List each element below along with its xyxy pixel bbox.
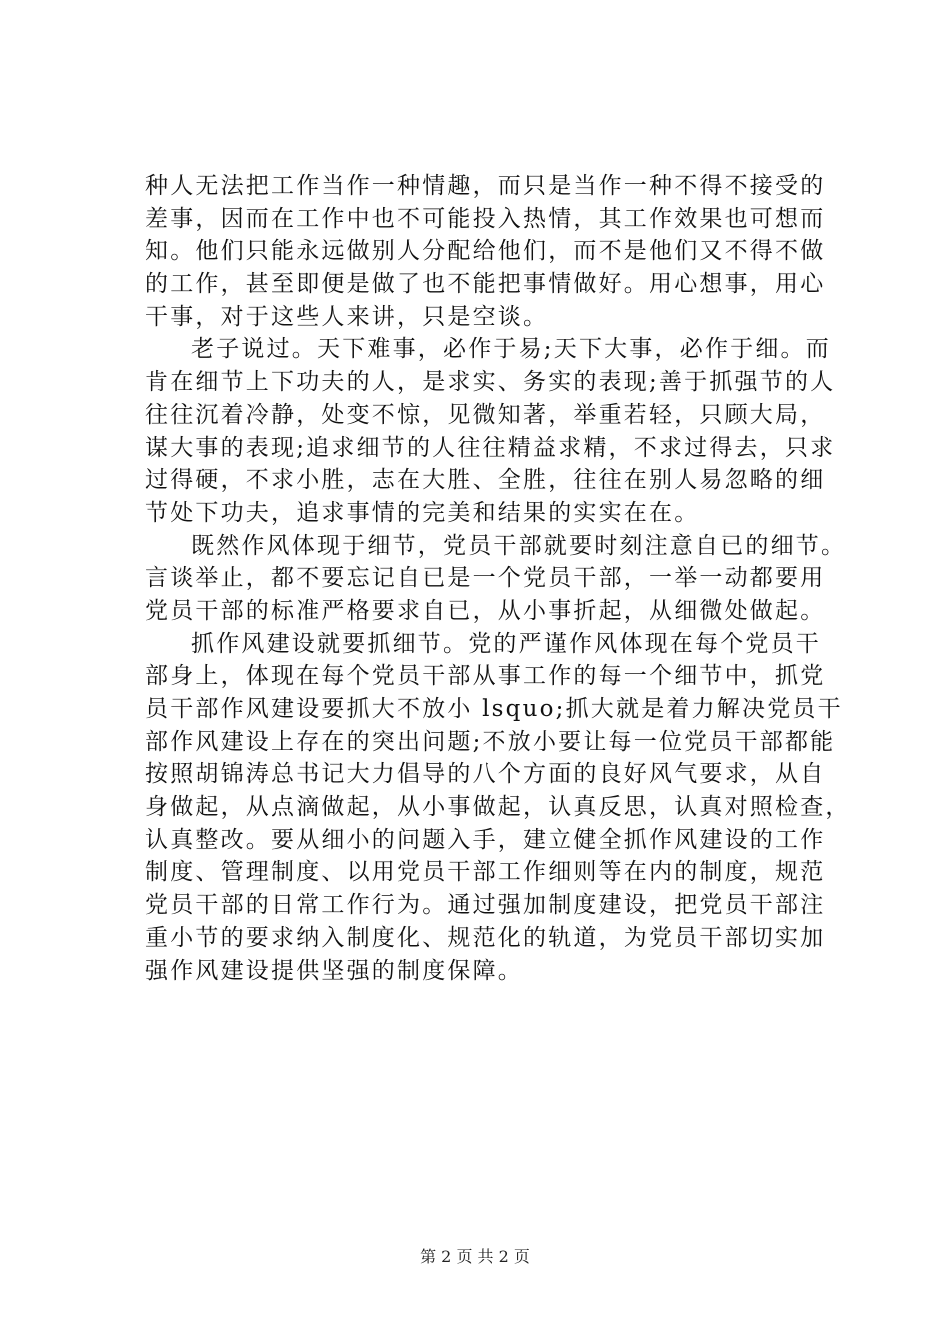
- text-line: 肯在细节上下功夫的人，是求实、务实的表现;善于抓强节的人: [145, 369, 836, 396]
- text-line: 老子说过。天下难事，必作于易;天下大事，必作于细。而: [191, 336, 831, 363]
- paragraph-2: [145, 333, 836, 529]
- text-line: 谋大事的表现;追求细节的人往往精益求精，不求过得去，只求: [145, 434, 836, 461]
- text-line: 按照胡锦涛总书记大力倡导的八个方面的良好风气要求，从自: [145, 761, 826, 788]
- text-line: 部身上，体现在每个党员干部从事工作的每一个细节中，抓党: [145, 663, 826, 690]
- text-line: 的工作，甚至即便是做了也不能把事情做好。用心想事，用心: [145, 271, 826, 298]
- paragraph-1: [145, 170, 826, 333]
- text-line: 部作风建设上存在的突出问题;不放小要让每一位党员干部都能: [145, 728, 836, 755]
- text-line: 制度、管理制度、以用党员干部工作细则等在内的制度，规范: [145, 859, 826, 886]
- text-line: 既然作风体现于细节，党员干部就要时刻注意自已的细节。: [191, 532, 847, 559]
- text-line: 认真整改。要从细小的问题入手，建立健全抓作风建设的工作: [145, 826, 826, 853]
- paragraph-3: [145, 530, 847, 628]
- text-line: 节处下功夫，追求事情的完美和结果的实实在在。: [145, 499, 700, 526]
- text-line: 重小节的要求纳入制度化、规范化的轨道，为党员干部切实加: [145, 924, 826, 951]
- text-line: 抓作风建设就要抓细节。党的严谨作风体现在每个党员干: [191, 630, 821, 657]
- text-line: 差事，因而在工作中也不可能投入热情，其工作效果也可想而: [145, 205, 826, 232]
- text-line: 过得硬，不求小胜，志在大胜、全胜，往往在别人易忽略的细: [145, 467, 826, 494]
- text-line: 言谈举止，都不要忘记自已是一个党员干部，一举一动都要用: [145, 565, 826, 592]
- text-line: 干事，对于这些人来讲，只是空谈。: [145, 303, 549, 330]
- text-line: 党员干部的日常工作行为。通过强加制度建设，把党员干部注: [145, 892, 826, 919]
- text-line: 知。他们只能永远做别人分配给他们，而不是他们又不得不做: [145, 238, 826, 265]
- text-line: 党员干部的标准严格要求自已，从小事折起，从细微处做起。: [145, 597, 826, 624]
- text-line: 员干部作风建设要抓大不放小 lsquo;抓大就是着力解决党员干: [145, 696, 843, 722]
- paragraph-4: [145, 628, 851, 988]
- text-line: 强作风建设提供坚强的制度保障。: [145, 957, 523, 984]
- page-number-footer: 第 2 页 共 2 页: [420, 1247, 530, 1266]
- text-line: 往往沉着冷静，处变不惊，见微知著，举重若轻，只顾大局，: [145, 401, 826, 428]
- text-line: 种人无法把工作当作一种情趣，而只是当作一种不得不接受的: [145, 173, 826, 199]
- text-line: 身做起，从点滴做起，从小事做起，认真反思，认真对照检查，: [145, 794, 851, 821]
- document-body: [145, 170, 851, 987]
